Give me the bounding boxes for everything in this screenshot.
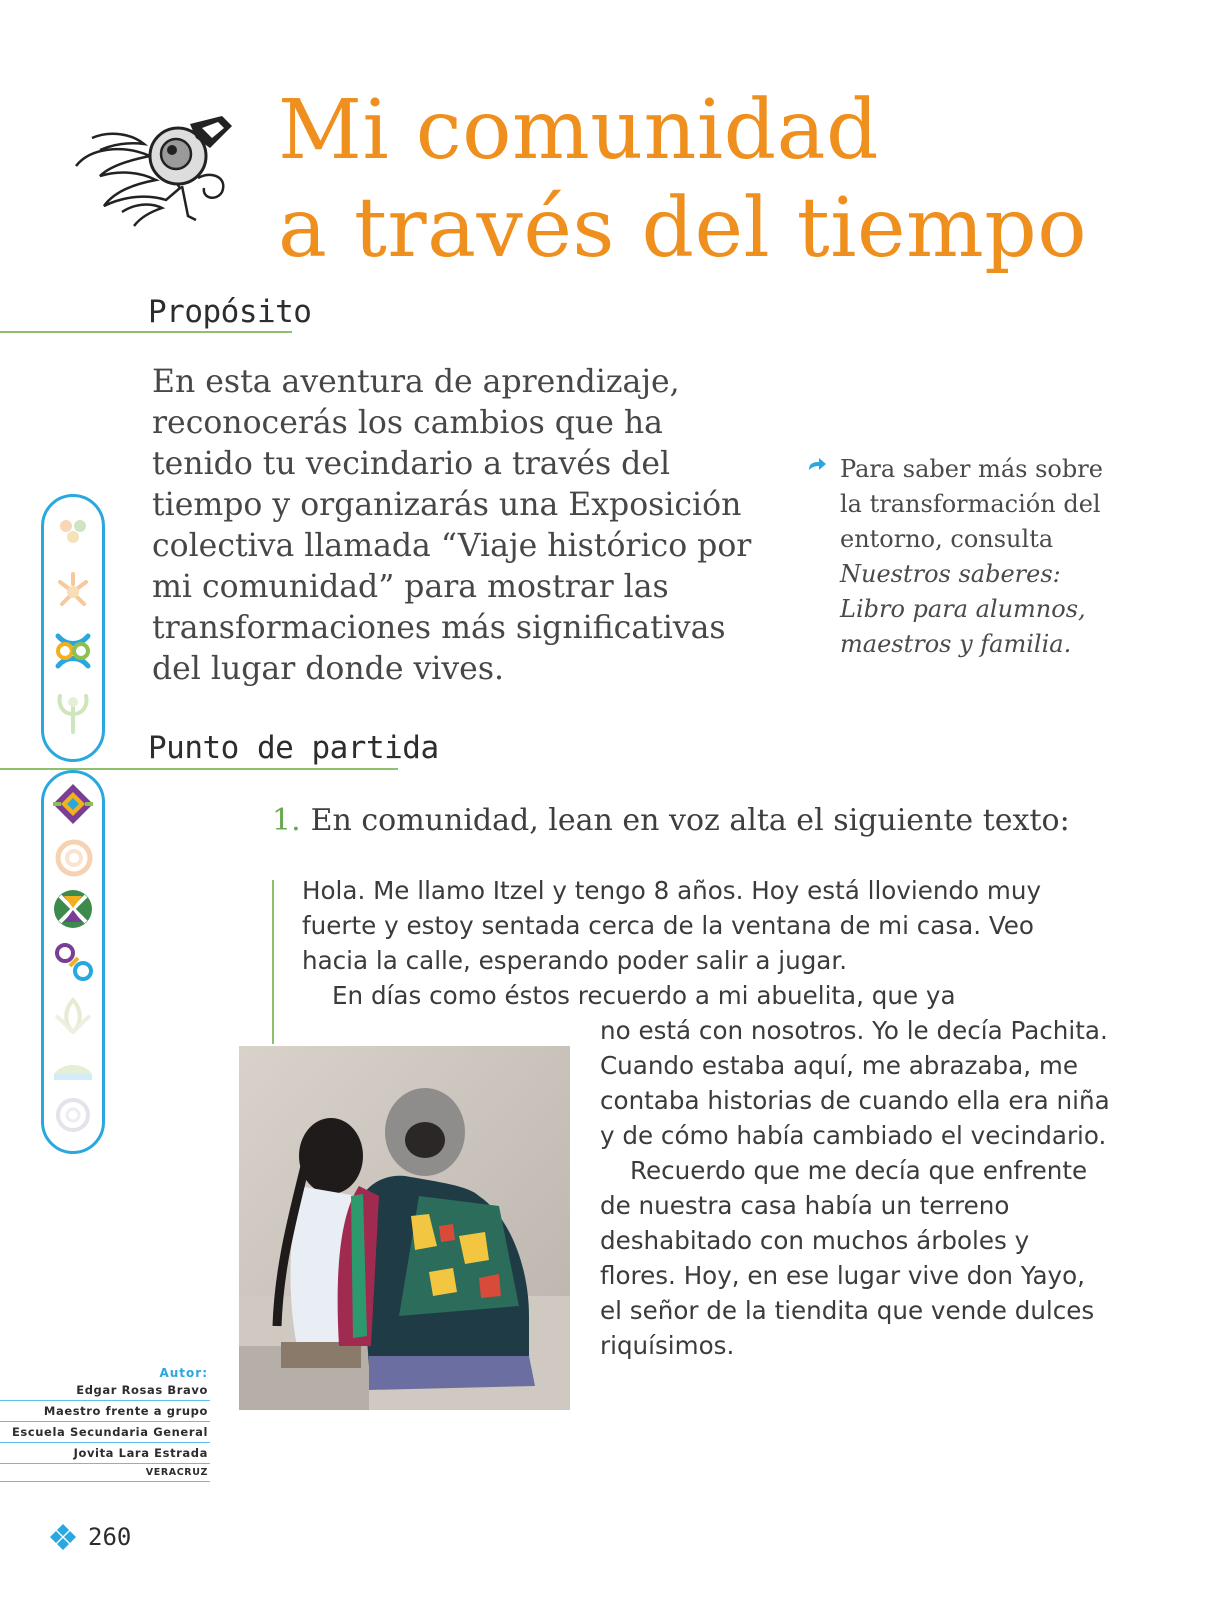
- note-book-title: Nuestros saberes: Libro para alumnos, maestros y familia.: [840, 560, 1086, 658]
- reading-paragraph-1: Hola. Me llamo Itzel y tengo 8 años. Hoy está lloviendo muy fuerte y estoy sentada cerca de la ventana de mi casa. Veo hacia la calle, esperando poder salir a jugar.: [302, 876, 1042, 975]
- author-block: [0, 1366, 210, 1482]
- flower-icon: [54, 512, 92, 550]
- reading-paragraph-2-start: En días como éstos recuerdo a mi abuelita, que ya: [332, 981, 956, 1010]
- arrow-right-icon: [806, 454, 828, 476]
- purpose-heading: Propósito: [148, 294, 312, 330]
- lotus-icon: [52, 996, 94, 1036]
- sprout-figure-icon: [52, 688, 94, 734]
- landscape-icon: [52, 1052, 94, 1082]
- page-title: [278, 82, 1178, 278]
- purpose-text: En esta aventura de aprendizaje, reconocerás los cambios que ha tenido tu vecindario a través del tiempo y organizarás una Exposición colectiva llamada “Viaje histórico por mi comunidad” para mostrar las transformaciones más significativas del lugar donde vives.: [152, 364, 752, 687]
- quote-bar: [272, 880, 274, 1044]
- page-number: 260: [88, 1523, 132, 1551]
- author-role: Maestro frente a grupo: [0, 1401, 210, 1422]
- spiral-icon: [54, 838, 94, 878]
- starting-point-heading: Punto de partida: [148, 730, 439, 766]
- author-state: VERACRUZ: [0, 1464, 210, 1482]
- title-line-2: a través del tiempo: [278, 181, 1088, 276]
- diamond-cross-icon: [51, 782, 95, 826]
- reading-right: [600, 1013, 1110, 1363]
- purpose-rule: [0, 331, 292, 333]
- serpent-glyph-icon: [70, 108, 240, 230]
- author-name: Edgar Rosas Bravo: [0, 1380, 210, 1401]
- author-school: Escuela Secundaria General: [0, 1422, 210, 1443]
- reading-paragraph-2-end: no está con nosotros. Yo le decía Pachita. Cuando estaba aquí, me abrazaba, me contaba historias de cuando ella era niña y de cómo había cambiado el vecindario.: [600, 1016, 1110, 1150]
- instruction: [272, 803, 1172, 838]
- instruction-text: En comunidad, lean en voz alta el siguiente texto:: [310, 803, 1070, 838]
- circle-swirl-icon: [54, 1096, 92, 1134]
- linked-figures-icon: [50, 628, 96, 674]
- author-school-name: Jovita Lara Estrada: [0, 1443, 210, 1464]
- title-line-1: Mi comunidad: [278, 83, 880, 178]
- author-label: Autor:: [159, 1366, 208, 1380]
- chain-links-icon: [52, 940, 96, 984]
- hourglass-circle-icon: [52, 888, 94, 930]
- photo-grandmother-and-girl: [239, 1046, 570, 1410]
- page-ornament-icon: [48, 1522, 78, 1552]
- reading-paragraph-3: Recuerdo que me decía que enfrente de nuestra casa había un terreno deshabitado con muchos árboles y flores. Hoy, en ese lugar vive don Yayo, el señor de la tiendita que vende dulces riquísimos.: [600, 1156, 1095, 1360]
- sun-figure-icon: [52, 570, 94, 614]
- instruction-number: 1.: [272, 803, 301, 838]
- starting-point-rule: [0, 768, 398, 770]
- note-text: Para saber más sobre la transformación del entorno, consulta: [840, 455, 1103, 553]
- side-note: [808, 452, 1108, 662]
- reading-top: [302, 873, 1062, 1013]
